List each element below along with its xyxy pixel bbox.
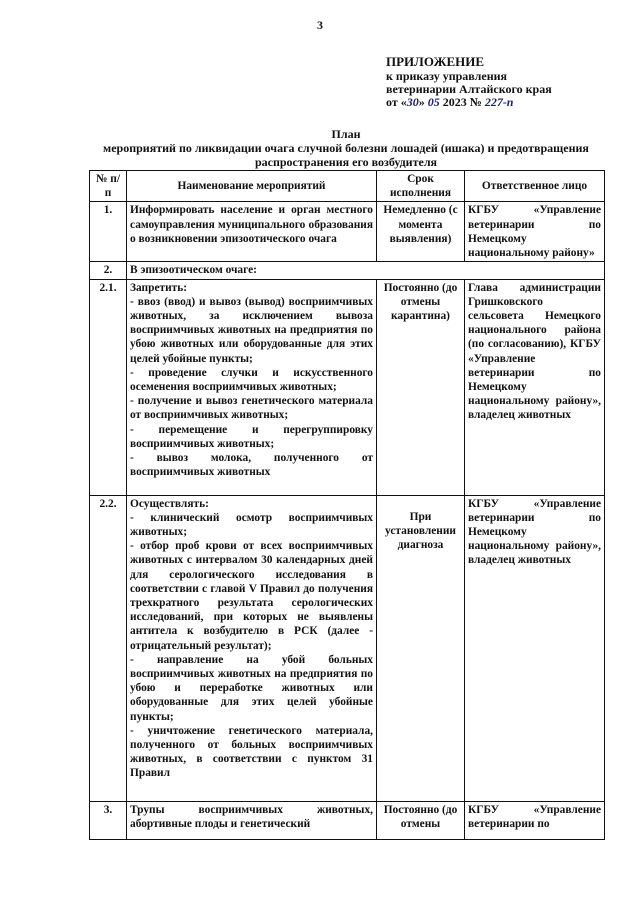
row-activity bbox=[127, 279, 377, 495]
row-num: 2.2. bbox=[90, 495, 127, 801]
row-responsible: КГБУ «Управление ветеринарии по Немецкому национальному району» bbox=[465, 202, 605, 262]
row-deadline: Постоянно (до отмены bbox=[377, 801, 465, 839]
activity-line: - уничтожение генетического материала, полученного от больных восприимчивых животных, в соответствии с пунктом 31 Правил bbox=[130, 724, 373, 780]
date-month: 05 bbox=[427, 95, 440, 109]
title-line1: План bbox=[331, 127, 361, 141]
date-prefix: от « bbox=[386, 95, 407, 109]
activity-line: - ввоз (ввод) и вывоз (вывод) восприимчивых животных, за исключением вывоза восприимчивых животных на предприятия по убою животных или оборудованные для этих целей убойные пункты; bbox=[130, 295, 373, 365]
appendix-line2: ветеринарии Алтайского края bbox=[386, 82, 552, 96]
header-activity: Наименование мероприятий bbox=[127, 171, 377, 202]
table-header-row bbox=[90, 171, 605, 202]
header-num: № п/п bbox=[90, 171, 127, 202]
activity-line: - направление на убой больных восприимчивых животных на предприятия по убою и переработке животных или оборудованные для этих целей убойные пункты; bbox=[130, 653, 373, 723]
row-activity bbox=[127, 495, 377, 801]
plan-table bbox=[89, 170, 605, 840]
activity-line: Осуществлять: bbox=[130, 497, 209, 510]
activity-line: - клинический осмотр восприимчивых животных; bbox=[130, 511, 373, 539]
row-deadline: При установлении диагноза bbox=[377, 495, 465, 801]
row-num: 2. bbox=[90, 262, 127, 279]
activity-line: Запретить: bbox=[130, 281, 188, 294]
row-activity: В эпизоотическом очаге: bbox=[127, 262, 605, 279]
table-row bbox=[90, 801, 605, 839]
table-row bbox=[90, 279, 605, 495]
row-num: 1. bbox=[90, 202, 127, 262]
row-deadline: Постоянно (до отмены карантина) bbox=[377, 279, 465, 495]
header-responsible: Ответственное лицо bbox=[465, 171, 605, 202]
order-number: 227-п bbox=[484, 95, 514, 109]
date-separator: » bbox=[418, 95, 425, 109]
table-row bbox=[90, 495, 605, 801]
appendix-block bbox=[386, 54, 616, 109]
row-responsible: КГБУ «Управление ветеринарии по bbox=[465, 801, 605, 839]
row-activity: Информировать население и орган местного самоуправления муниципального образования о возникновении эпизоотического очага bbox=[127, 202, 377, 262]
appendix-line1: к приказу управления bbox=[386, 69, 508, 83]
title-line2: мероприятий по ликвидации очага случной болезни лошадей (ишака) и предотвращения bbox=[103, 141, 589, 155]
appendix-title: ПРИЛОЖЕНИЕ bbox=[386, 54, 485, 69]
row-activity: Трупы восприимчивых животных, абортивные плоды и генетический bbox=[127, 801, 377, 839]
activity-line: - перемещение и перегруппировку восприимчивых животных; bbox=[130, 423, 373, 450]
row-num: 2.1. bbox=[90, 279, 127, 495]
title-line3: распространения его возбудителя bbox=[254, 155, 438, 169]
row-deadline: Немедленно (с момента выявления) bbox=[377, 202, 465, 262]
page-number: 3 bbox=[317, 18, 323, 32]
row-num: 3. bbox=[90, 801, 127, 839]
row-responsible: КГБУ «Управление ветеринарии по Немецкому национальному району», владелец животных bbox=[465, 495, 605, 801]
row-responsible: Глава администрации Гришковского сельсовета Немецкого национального района (по согласованию), КГБУ «Управление ветеринарии по Немецкому национальному району», владелец животных bbox=[465, 279, 605, 495]
activity-line: - проведение случки и искусственного осеменения восприимчивых животных; bbox=[130, 366, 373, 394]
header-deadline: Срок исполнения bbox=[377, 171, 465, 202]
activity-line: - отбор проб крови от всех восприимчивых животных с интервалом 30 календарных дней для серологического исследования в соответствии с главой V Правил до получения трехкратного результата серологических исследований, при которых не выявлены антитела к возбудителю в РСК (далее - отрицательный результат); bbox=[130, 540, 373, 652]
table-row bbox=[90, 202, 605, 262]
date-year: 2023 № bbox=[442, 95, 482, 109]
activity-line: - вывоз молока, полученного от восприимчивых животных bbox=[130, 452, 373, 479]
document-title bbox=[96, 127, 596, 169]
activity-line: - получение и вывоз генетического материала от восприимчивых животных; bbox=[130, 395, 373, 422]
table-row bbox=[90, 262, 605, 279]
appendix-date-line bbox=[386, 96, 616, 109]
date-day: 30 bbox=[406, 95, 419, 109]
